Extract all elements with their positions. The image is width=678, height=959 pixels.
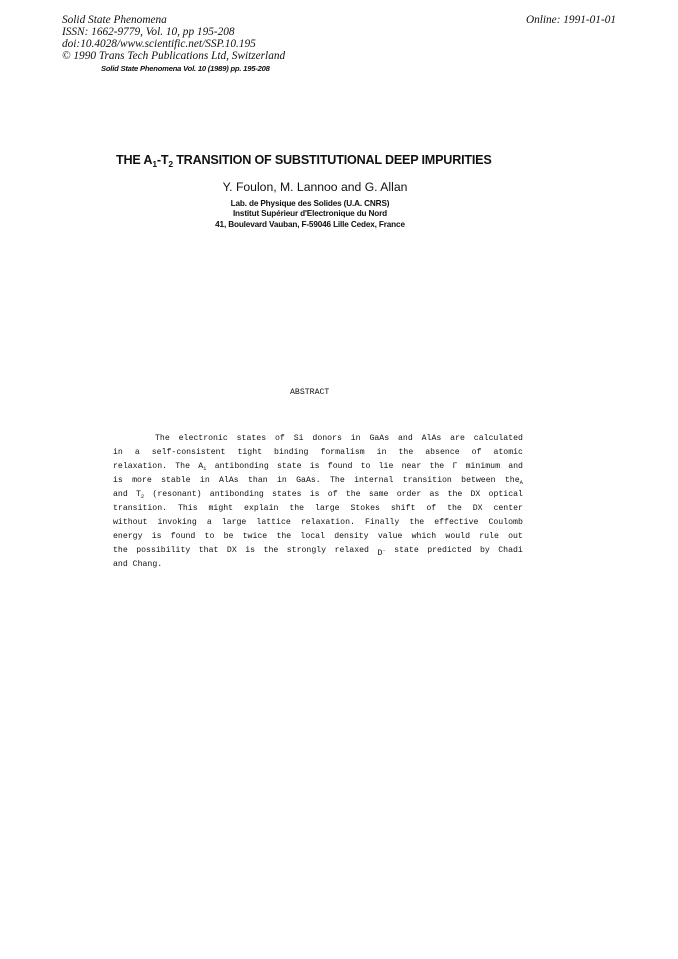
journal-reference: Solid State Phenomena Vol. 10 (1989) pp. 195-208 bbox=[101, 64, 270, 73]
authors: Y. Foulon, M. Lannoo and G. Allan bbox=[222, 180, 408, 194]
abstract-heading: ABSTRACT bbox=[290, 388, 330, 397]
issn-line: ISSN: 1662-9779, Vol. 10, pp 195-208 bbox=[62, 26, 235, 39]
abstract-line: in a self-consistent tight binding formalism in the absence of atomic bbox=[113, 448, 523, 457]
abstract-line: transition. This might explain the large Stokes shift of the DX center bbox=[113, 504, 523, 513]
doi-line: doi:10.4028/www.scientific.net/SSP.10.195 bbox=[62, 38, 256, 51]
copyright-line: © 1990 Trans Tech Publications Ltd, Switzerland bbox=[62, 50, 286, 63]
abstract-line: and $T_2$ (resonant) antibonding states is of the same order as the DX optical bbox=[113, 490, 523, 500]
paper-title: THE $A_1-T_2$ TRANSITION OF SUBSTITUTIONAL DEEP IMPURITIES bbox=[116, 153, 492, 169]
journal-name: Solid State Phenomena bbox=[62, 14, 167, 26]
header-metadata bbox=[62, 14, 285, 62]
abstract-line: without invoking a large lattice relaxation. Finally the effective Coulomb bbox=[113, 518, 523, 527]
abstract-line: energy is found to be twice the local density value which would rule out bbox=[113, 532, 523, 541]
abstract-line: The electronic states of Si donors in GaAs and AlAs are calculated bbox=[155, 434, 523, 443]
affiliation-institute: Institut Supérieur d'Electronique du Nord bbox=[232, 209, 388, 218]
online-date: Online: 1991-01-01 bbox=[525, 14, 616, 26]
abstract-line: is more stable in AlAs than in GaAs. The internal transition between the$_A$ bbox=[113, 476, 523, 486]
affiliation-lab: Lab. de Physique des Solides (U.A. CNRS) bbox=[230, 199, 390, 208]
affiliation-address: 41, Boulevard Vauban, F-59046 Lille Cedex, France bbox=[215, 220, 405, 229]
abstract-line: relaxation. The $A_1$ antibonding state is found to lie near the Γ minimum and bbox=[113, 462, 523, 472]
abstract-line: and Chang. bbox=[113, 560, 163, 569]
abstract-body bbox=[113, 432, 523, 572]
abstract-line: the possibility that DX is the strongly relaxed D- state predicted by Chadi bbox=[113, 546, 523, 558]
